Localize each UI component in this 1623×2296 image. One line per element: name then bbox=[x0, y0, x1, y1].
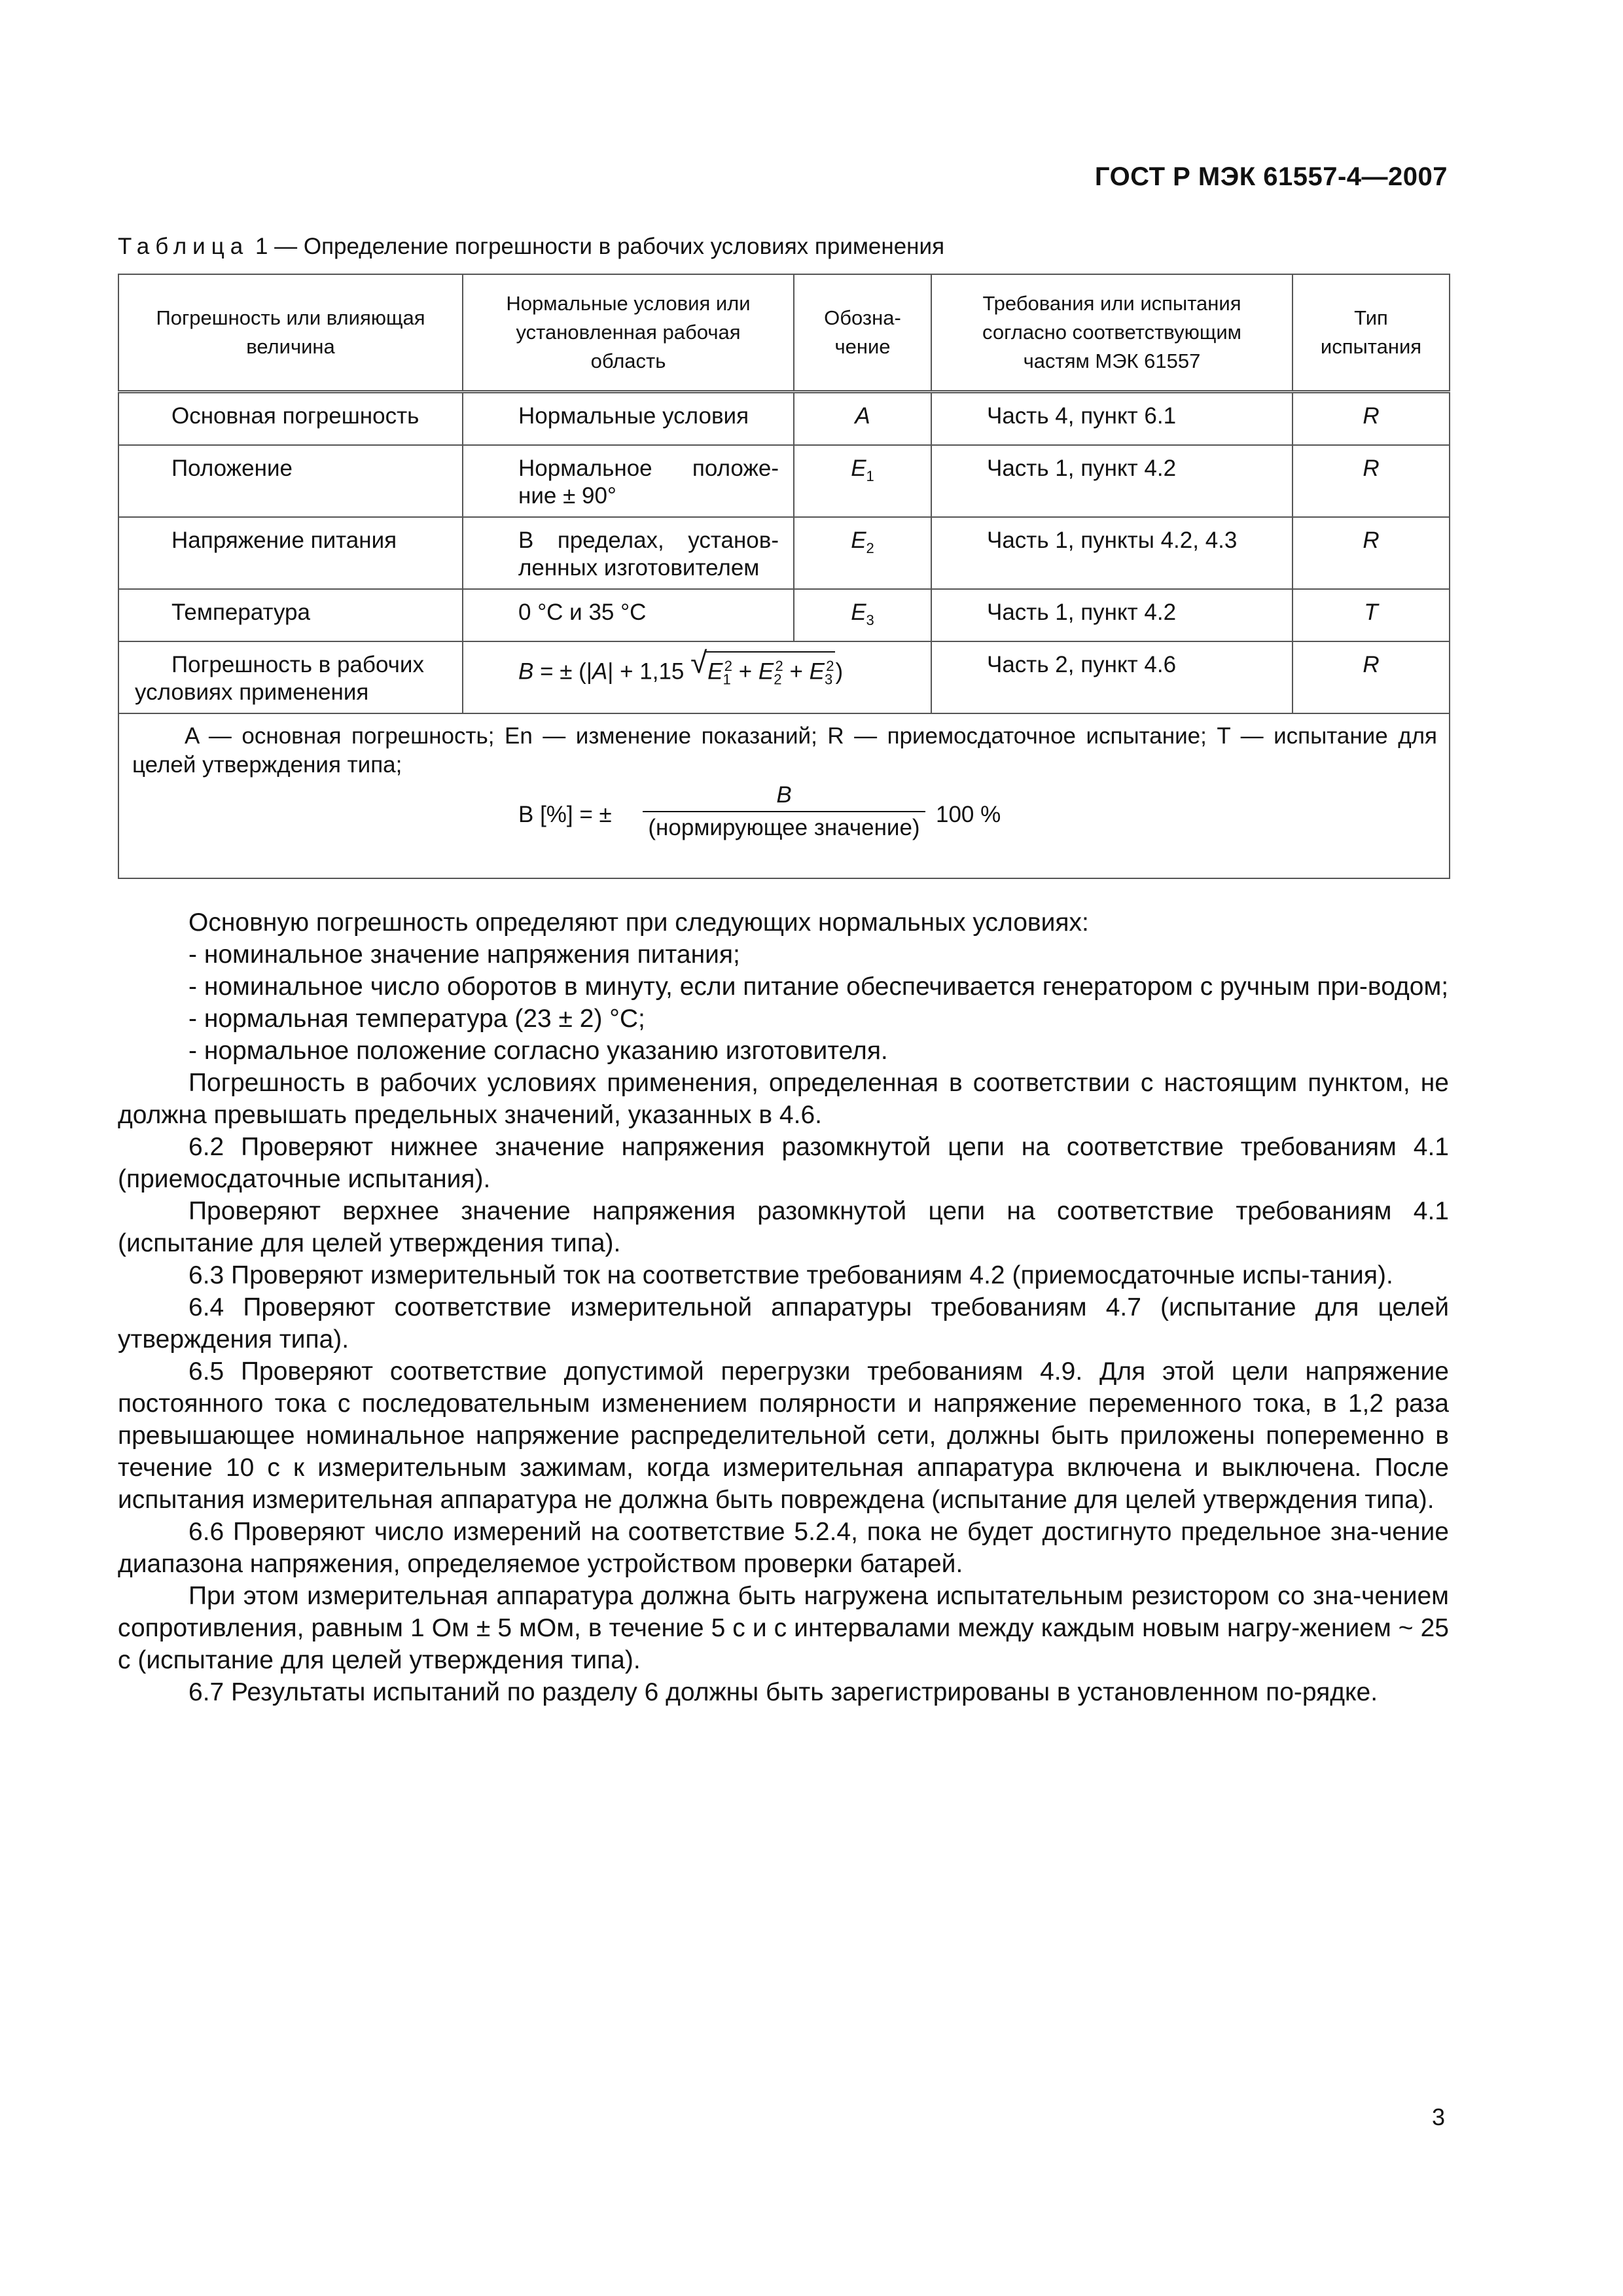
column-header-label: Обозна-чение bbox=[824, 306, 901, 358]
formula-e3: E bbox=[809, 658, 825, 685]
paragraph: 6.3 Проверяют измерительный ток на соответствие требованиям 4.2 (приемосдаточные испы-тания). bbox=[188, 1261, 1393, 1289]
paragraph: - номинальное значение напряжения питания; bbox=[188, 941, 740, 969]
table-header-row bbox=[118, 274, 1450, 392]
table-cell bbox=[1293, 589, 1450, 641]
percent-formula-right: 100 % bbox=[936, 802, 1001, 827]
table-cell bbox=[1293, 517, 1450, 589]
row-name: Температура bbox=[171, 600, 310, 625]
column-header-label: Погрешность или влияющая величина bbox=[156, 306, 425, 358]
symbol-letter: E bbox=[851, 600, 866, 625]
formula-eq: = ± (| bbox=[533, 658, 592, 685]
table-cell bbox=[1293, 392, 1450, 446]
sqrt-icon: √ $E_1^2 + E_2^2 + E_3^2$ bbox=[690, 651, 835, 694]
table-cell bbox=[118, 517, 463, 589]
row-test-type: R bbox=[1363, 528, 1380, 553]
row-condition: В пределах, установ-ленных изготовителем bbox=[518, 528, 779, 581]
row-test-type: T bbox=[1364, 600, 1378, 625]
row-requirement: Часть 4, пункт 6.1 bbox=[987, 403, 1177, 429]
table-cell bbox=[931, 589, 1293, 641]
paragraph: Проверяют верхнее значение напряжения разомкнутой цепи на соответствие требованиям 4.1 (испытание для целей утверждения типа). bbox=[118, 1197, 1449, 1257]
operating-error-formula bbox=[463, 642, 931, 700]
column-header bbox=[463, 274, 794, 392]
table-cell bbox=[931, 445, 1293, 517]
document-standard-header: ГОСТ Р МЭК 61557-4—2007 bbox=[1094, 162, 1448, 191]
row-symbol bbox=[794, 590, 931, 641]
table-notes-row bbox=[118, 713, 1450, 878]
row-test-type: R bbox=[1363, 456, 1380, 481]
table-cell bbox=[794, 589, 931, 641]
row-name: Напряжение питания bbox=[171, 528, 397, 553]
percent-formula-fraction bbox=[643, 780, 925, 844]
formula-coef: | + 1,15 bbox=[607, 658, 691, 685]
table-row bbox=[118, 445, 1450, 517]
table-cell bbox=[463, 589, 794, 641]
table-caption-title: 1 — Определение погрешности в рабочих условиях применения bbox=[249, 234, 945, 259]
row-condition: Нормальные условия bbox=[518, 403, 749, 429]
paragraph: Основную погрешность определяют при следующих нормальных условиях: bbox=[188, 908, 1089, 937]
formula-close: ) bbox=[835, 658, 844, 685]
table-cell bbox=[931, 517, 1293, 589]
column-header bbox=[794, 274, 931, 392]
table-notes bbox=[118, 713, 1450, 878]
table-cell bbox=[118, 641, 463, 713]
formula-e1: E bbox=[707, 658, 723, 685]
paragraph: 6.4 Проверяют соответствие измерительной аппаратуры требованиям 4.7 (испытание для целей утверждения типа). bbox=[118, 1293, 1449, 1354]
column-header bbox=[1293, 274, 1450, 392]
symbol-subscript: 2 bbox=[866, 540, 874, 556]
formula-e2: E bbox=[758, 658, 774, 685]
paragraph: 6.6 Проверяют число измерений на соответствие 5.2.4, пока не будет достигнуто предельное зна-чение диапазона напряжения, определяемое устройством проверки батарей. bbox=[118, 1518, 1449, 1578]
table-cell bbox=[463, 445, 794, 517]
paragraph: Погрешность в рабочих условиях применения, определенная в соответствии с настоящим пунктом, не должна превышать предельных значений, указанных в 4.6. bbox=[118, 1069, 1449, 1129]
table-cell bbox=[118, 589, 463, 641]
table-cell bbox=[794, 517, 931, 589]
symbol-subscript: 1 bbox=[866, 468, 874, 484]
table-cell bbox=[1293, 641, 1450, 713]
row-requirement: Часть 1, пункты 4.2, 4.3 bbox=[987, 528, 1238, 553]
body-text bbox=[118, 906, 1449, 1708]
row-name: Положение bbox=[171, 456, 293, 481]
row-symbol bbox=[794, 446, 931, 497]
paragraph: 6.5 Проверяют соответствие допустимой перегрузки требованиям 4.9. Для этой цели напряжение постоянного тока с последовательным изменением полярности и напряжение переменного тока, в 1,2 раза превышающее номинальное напряжение распределительной сети, должны быть приложены попеременно в течение 10 с к измерительным зажимам, когда измерительная аппаратура включена и выключена. После испытания измерительная аппаратура не должна быть повреждена (испытание для целей утверждения типа). bbox=[118, 1357, 1449, 1514]
percent-formula bbox=[119, 780, 1449, 878]
paragraph: При этом измерительная аппаратура должна быть нагружена испытательным резистором со зна-чением сопротивления, равным 1 Ом ± 5 мОм, в течение 5 с и с интервалами между каждым новым нагру-жением ~ 25 с (испытание для целей утверждения типа). bbox=[118, 1582, 1449, 1674]
paragraph: 6.2 Проверяют нижнее значение напряжения разомкнутой цепи на соответствие требованиям 4.1 (приемосдаточные испытания). bbox=[118, 1133, 1449, 1193]
row-test-type: R bbox=[1363, 403, 1380, 429]
paragraph: - нормальная температура (23 ± 2) °C; bbox=[188, 1005, 645, 1033]
symbol-subscript: 3 bbox=[866, 612, 874, 628]
table-caption bbox=[118, 234, 944, 260]
table-cell bbox=[118, 445, 463, 517]
formula-a: A bbox=[592, 658, 608, 685]
table-cell bbox=[118, 392, 463, 446]
notes-text: A — основная погрешность; En — изменение показаний; R — приемосдаточное испытание; T — испытание для целей утверждения типа; bbox=[132, 723, 1437, 778]
column-header-label: Нормальные условия или установленная рабочая область bbox=[506, 292, 751, 372]
paragraph: - нормальное положение согласно указанию изготовителя. bbox=[188, 1037, 888, 1065]
table-cell bbox=[931, 392, 1293, 446]
symbol-letter: E bbox=[851, 456, 866, 481]
table-row bbox=[118, 641, 1450, 713]
fraction-denominator: (нормирующее значение) bbox=[648, 815, 920, 840]
column-header bbox=[931, 274, 1293, 392]
column-header-label: Требования или испытания согласно соответствующим частям МЭК 61557 bbox=[982, 292, 1241, 372]
row-condition: Нормальное положе-ние ± 90° bbox=[518, 456, 779, 509]
row-condition: 0 °C и 35 °C bbox=[518, 600, 647, 625]
table-cell bbox=[931, 641, 1293, 713]
row-requirement: Часть 1, пункт 4.2 bbox=[987, 600, 1177, 625]
fraction-numerator: B bbox=[776, 782, 792, 808]
paragraph: - номинальное число оборотов в минуту, если питание обеспечивается генератором с ручным при-водом; bbox=[188, 973, 1449, 1001]
formula-b: B bbox=[518, 658, 534, 685]
table-cell bbox=[794, 392, 931, 446]
row-requirement: Часть 2, пункт 4.6 bbox=[987, 652, 1177, 677]
table-cell bbox=[463, 517, 794, 589]
percent-formula-left: B [%] = ± bbox=[518, 802, 612, 827]
row-name: Основная погрешность bbox=[171, 403, 419, 429]
paragraph: 6.7 Результаты испытаний по разделу 6 должны быть зарегистрированы в установленном по-рядке. bbox=[188, 1678, 1378, 1706]
row-test-type: R bbox=[1363, 652, 1380, 677]
column-header-label: Тип испытания bbox=[1320, 306, 1422, 358]
page-number: 3 bbox=[1431, 2104, 1445, 2130]
table-row bbox=[118, 589, 1450, 641]
symbol-letter: A bbox=[855, 403, 870, 429]
symbol-letter: E bbox=[851, 528, 866, 553]
table-cell bbox=[794, 445, 931, 517]
row-symbol bbox=[794, 518, 931, 569]
column-header bbox=[118, 274, 463, 392]
table-caption-word: Таблица bbox=[118, 234, 249, 259]
table-row bbox=[118, 517, 1450, 589]
table-cell bbox=[1293, 445, 1450, 517]
row-symbol bbox=[794, 393, 931, 444]
row-requirement: Часть 1, пункт 4.2 bbox=[987, 456, 1177, 481]
table-row bbox=[118, 392, 1450, 446]
row-name: Погрешность в рабочих условиях применения bbox=[135, 652, 424, 705]
table-cell bbox=[463, 392, 794, 446]
accuracy-table bbox=[118, 274, 1450, 879]
table-cell bbox=[463, 641, 931, 713]
